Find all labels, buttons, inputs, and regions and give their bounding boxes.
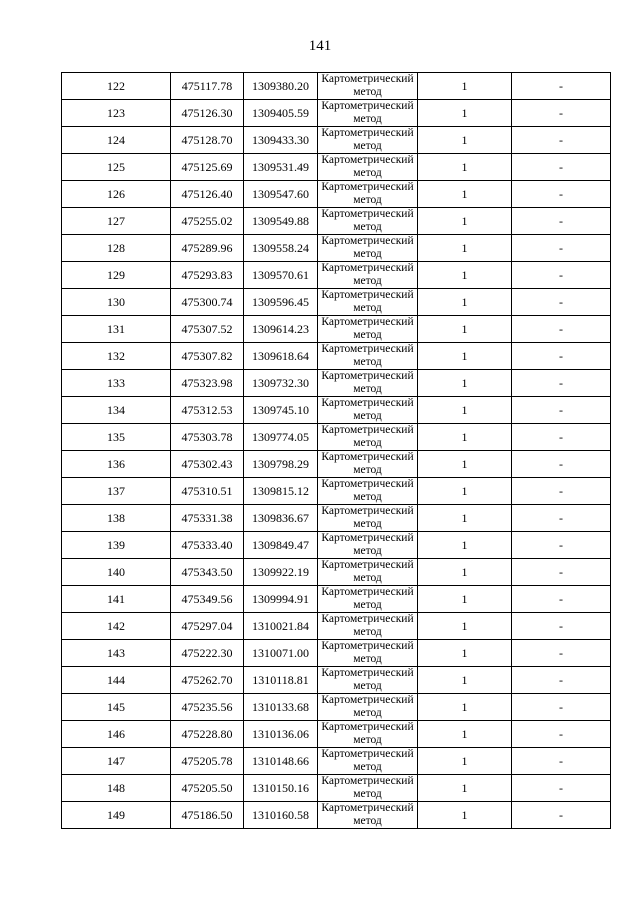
x-coordinate-cell: 475333.40 [171, 532, 244, 559]
method-cell [318, 73, 418, 100]
y-coordinate-cell: 1309433.30 [244, 127, 318, 154]
point-number-cell: 148 [62, 775, 171, 802]
note-cell: - [512, 640, 611, 667]
method-text: Картометрический метод [321, 667, 414, 692]
point-number-cell: 144 [62, 667, 171, 694]
method-cell [318, 316, 418, 343]
method-text: Картометрический метод [321, 505, 414, 530]
y-coordinate-cell: 1309815.12 [244, 478, 318, 505]
table-row [62, 154, 611, 181]
method-text: Картометрический метод [321, 262, 414, 287]
note-cell: - [512, 532, 611, 559]
x-coordinate-cell: 475126.30 [171, 100, 244, 127]
note-cell: - [512, 721, 611, 748]
note-cell: - [512, 154, 611, 181]
table-row [62, 640, 611, 667]
x-coordinate-cell: 475235.56 [171, 694, 244, 721]
point-number-cell: 143 [62, 640, 171, 667]
y-coordinate-cell: 1310118.81 [244, 667, 318, 694]
precision-cell: 1 [418, 586, 512, 613]
precision-cell: 1 [418, 802, 512, 829]
precision-cell: 1 [418, 370, 512, 397]
point-number-cell: 124 [62, 127, 171, 154]
method-cell [318, 478, 418, 505]
x-coordinate-cell: 475323.98 [171, 370, 244, 397]
coordinates-table [61, 72, 611, 829]
y-coordinate-cell: 1309745.10 [244, 397, 318, 424]
x-coordinate-cell: 475222.30 [171, 640, 244, 667]
x-coordinate-cell: 475255.02 [171, 208, 244, 235]
method-text: Картометрический метод [321, 397, 414, 422]
precision-cell: 1 [418, 478, 512, 505]
point-number-cell: 136 [62, 451, 171, 478]
point-number-cell: 135 [62, 424, 171, 451]
precision-cell: 1 [418, 640, 512, 667]
method-text: Картометрический метод [321, 451, 414, 476]
x-coordinate-cell: 475303.78 [171, 424, 244, 451]
method-cell [318, 397, 418, 424]
y-coordinate-cell: 1309614.23 [244, 316, 318, 343]
note-cell: - [512, 667, 611, 694]
table-row [62, 343, 611, 370]
method-text: Картометрический метод [321, 208, 414, 233]
precision-cell: 1 [418, 775, 512, 802]
point-number-cell: 137 [62, 478, 171, 505]
note-cell: - [512, 370, 611, 397]
note-cell: - [512, 397, 611, 424]
y-coordinate-cell: 1310150.16 [244, 775, 318, 802]
point-number-cell: 140 [62, 559, 171, 586]
point-number-cell: 122 [62, 73, 171, 100]
note-cell: - [512, 613, 611, 640]
y-coordinate-cell: 1309994.91 [244, 586, 318, 613]
table-row [62, 694, 611, 721]
note-cell: - [512, 802, 611, 829]
precision-cell: 1 [418, 667, 512, 694]
y-coordinate-cell: 1309380.20 [244, 73, 318, 100]
table-row [62, 289, 611, 316]
x-coordinate-cell: 475293.83 [171, 262, 244, 289]
page-number: 141 [308, 38, 332, 54]
y-coordinate-cell: 1310021.84 [244, 613, 318, 640]
table-body [62, 73, 611, 829]
method-text: Картометрический метод [321, 73, 414, 98]
method-cell [318, 505, 418, 532]
method-text: Картометрический метод [321, 127, 414, 152]
x-coordinate-cell: 475186.50 [171, 802, 244, 829]
x-coordinate-cell: 475262.70 [171, 667, 244, 694]
point-number-cell: 123 [62, 100, 171, 127]
method-text: Картометрический метод [321, 316, 414, 341]
y-coordinate-cell: 1309596.45 [244, 289, 318, 316]
note-cell: - [512, 289, 611, 316]
table-row [62, 748, 611, 775]
x-coordinate-cell: 475126.40 [171, 181, 244, 208]
table-row [62, 586, 611, 613]
table-row [62, 397, 611, 424]
table-row [62, 127, 611, 154]
note-cell: - [512, 262, 611, 289]
note-cell: - [512, 208, 611, 235]
point-number-cell: 132 [62, 343, 171, 370]
method-text: Картометрический метод [321, 424, 414, 449]
method-cell [318, 100, 418, 127]
note-cell: - [512, 235, 611, 262]
x-coordinate-cell: 475343.50 [171, 559, 244, 586]
method-text: Картометрический метод [321, 694, 414, 719]
x-coordinate-cell: 475205.78 [171, 748, 244, 775]
y-coordinate-cell: 1309732.30 [244, 370, 318, 397]
precision-cell: 1 [418, 235, 512, 262]
note-cell: - [512, 694, 611, 721]
method-text: Картометрический метод [321, 343, 414, 368]
precision-cell: 1 [418, 289, 512, 316]
point-number-cell: 141 [62, 586, 171, 613]
method-cell [318, 208, 418, 235]
precision-cell: 1 [418, 127, 512, 154]
method-text: Картометрический метод [321, 181, 414, 206]
x-coordinate-cell: 475310.51 [171, 478, 244, 505]
method-cell [318, 127, 418, 154]
y-coordinate-cell: 1309836.67 [244, 505, 318, 532]
y-coordinate-cell: 1309547.60 [244, 181, 318, 208]
precision-cell: 1 [418, 613, 512, 640]
table-row [62, 775, 611, 802]
method-cell [318, 235, 418, 262]
y-coordinate-cell: 1309849.47 [244, 532, 318, 559]
method-cell [318, 289, 418, 316]
table-row [62, 424, 611, 451]
method-cell [318, 181, 418, 208]
method-text: Картометрический метод [321, 613, 414, 638]
x-coordinate-cell: 475125.69 [171, 154, 244, 181]
precision-cell: 1 [418, 181, 512, 208]
point-number-cell: 138 [62, 505, 171, 532]
method-text: Картометрический метод [321, 289, 414, 314]
point-number-cell: 146 [62, 721, 171, 748]
precision-cell: 1 [418, 73, 512, 100]
method-text: Картометрический метод [321, 775, 414, 800]
table-row [62, 181, 611, 208]
point-number-cell: 142 [62, 613, 171, 640]
table-row [62, 559, 611, 586]
method-text: Картометрический метод [321, 235, 414, 260]
method-cell [318, 154, 418, 181]
method-cell [318, 424, 418, 451]
x-coordinate-cell: 475307.52 [171, 316, 244, 343]
point-number-cell: 125 [62, 154, 171, 181]
method-text: Картометрический метод [321, 100, 414, 125]
y-coordinate-cell: 1309531.49 [244, 154, 318, 181]
note-cell: - [512, 478, 611, 505]
y-coordinate-cell: 1309618.64 [244, 343, 318, 370]
method-cell [318, 262, 418, 289]
note-cell: - [512, 748, 611, 775]
precision-cell: 1 [418, 451, 512, 478]
table-row [62, 235, 611, 262]
method-cell [318, 802, 418, 829]
table-row [62, 262, 611, 289]
method-text: Картометрический метод [321, 748, 414, 773]
method-cell [318, 343, 418, 370]
precision-cell: 1 [418, 424, 512, 451]
y-coordinate-cell: 1309774.05 [244, 424, 318, 451]
method-text: Картометрический метод [321, 586, 414, 611]
method-text: Картометрический метод [321, 532, 414, 557]
note-cell: - [512, 505, 611, 532]
method-text: Картометрический метод [321, 559, 414, 584]
note-cell: - [512, 100, 611, 127]
method-cell [318, 721, 418, 748]
y-coordinate-cell: 1310136.06 [244, 721, 318, 748]
point-number-cell: 149 [62, 802, 171, 829]
method-cell [318, 640, 418, 667]
point-number-cell: 129 [62, 262, 171, 289]
method-text: Картометрический метод [321, 370, 414, 395]
x-coordinate-cell: 475312.53 [171, 397, 244, 424]
method-text: Картометрический метод [321, 640, 414, 665]
x-coordinate-cell: 475307.82 [171, 343, 244, 370]
method-cell [318, 748, 418, 775]
method-cell [318, 667, 418, 694]
x-coordinate-cell: 475289.96 [171, 235, 244, 262]
note-cell: - [512, 775, 611, 802]
precision-cell: 1 [418, 694, 512, 721]
table-row [62, 532, 611, 559]
y-coordinate-cell: 1310160.58 [244, 802, 318, 829]
note-cell: - [512, 343, 611, 370]
point-number-cell: 147 [62, 748, 171, 775]
method-cell [318, 370, 418, 397]
x-coordinate-cell: 475300.74 [171, 289, 244, 316]
point-number-cell: 133 [62, 370, 171, 397]
method-cell [318, 694, 418, 721]
precision-cell: 1 [418, 397, 512, 424]
table-row [62, 370, 611, 397]
x-coordinate-cell: 475117.78 [171, 73, 244, 100]
note-cell: - [512, 559, 611, 586]
precision-cell: 1 [418, 505, 512, 532]
precision-cell: 1 [418, 343, 512, 370]
y-coordinate-cell: 1309405.59 [244, 100, 318, 127]
method-text: Картометрический метод [321, 802, 414, 827]
method-text: Картометрический метод [321, 721, 414, 746]
precision-cell: 1 [418, 721, 512, 748]
note-cell: - [512, 127, 611, 154]
table-row [62, 451, 611, 478]
y-coordinate-cell: 1310133.68 [244, 694, 318, 721]
point-number-cell: 128 [62, 235, 171, 262]
note-cell: - [512, 451, 611, 478]
note-cell: - [512, 73, 611, 100]
y-coordinate-cell: 1309798.29 [244, 451, 318, 478]
precision-cell: 1 [418, 316, 512, 343]
method-cell [318, 451, 418, 478]
x-coordinate-cell: 475228.80 [171, 721, 244, 748]
precision-cell: 1 [418, 559, 512, 586]
point-number-cell: 139 [62, 532, 171, 559]
point-number-cell: 126 [62, 181, 171, 208]
y-coordinate-cell: 1310148.66 [244, 748, 318, 775]
table-row [62, 100, 611, 127]
precision-cell: 1 [418, 262, 512, 289]
precision-cell: 1 [418, 208, 512, 235]
table-row [62, 505, 611, 532]
point-number-cell: 131 [62, 316, 171, 343]
table-row [62, 73, 611, 100]
x-coordinate-cell: 475331.38 [171, 505, 244, 532]
note-cell: - [512, 586, 611, 613]
note-cell: - [512, 424, 611, 451]
y-coordinate-cell: 1309549.88 [244, 208, 318, 235]
table-row [62, 478, 611, 505]
table-row [62, 802, 611, 829]
note-cell: - [512, 316, 611, 343]
method-cell [318, 559, 418, 586]
method-cell [318, 613, 418, 640]
method-text: Картометрический метод [321, 478, 414, 503]
table-row [62, 316, 611, 343]
x-coordinate-cell: 475297.04 [171, 613, 244, 640]
precision-cell: 1 [418, 748, 512, 775]
method-cell [318, 586, 418, 613]
table-row [62, 667, 611, 694]
point-number-cell: 130 [62, 289, 171, 316]
precision-cell: 1 [418, 100, 512, 127]
precision-cell: 1 [418, 532, 512, 559]
y-coordinate-cell: 1309922.19 [244, 559, 318, 586]
method-text: Картометрический метод [321, 154, 414, 179]
method-cell [318, 775, 418, 802]
y-coordinate-cell: 1309570.61 [244, 262, 318, 289]
point-number-cell: 127 [62, 208, 171, 235]
table-row [62, 208, 611, 235]
table-row [62, 613, 611, 640]
x-coordinate-cell: 475302.43 [171, 451, 244, 478]
precision-cell: 1 [418, 154, 512, 181]
y-coordinate-cell: 1310071.00 [244, 640, 318, 667]
table-row [62, 721, 611, 748]
note-cell: - [512, 181, 611, 208]
x-coordinate-cell: 475349.56 [171, 586, 244, 613]
method-cell [318, 532, 418, 559]
y-coordinate-cell: 1309558.24 [244, 235, 318, 262]
x-coordinate-cell: 475128.70 [171, 127, 244, 154]
x-coordinate-cell: 475205.50 [171, 775, 244, 802]
point-number-cell: 134 [62, 397, 171, 424]
point-number-cell: 145 [62, 694, 171, 721]
